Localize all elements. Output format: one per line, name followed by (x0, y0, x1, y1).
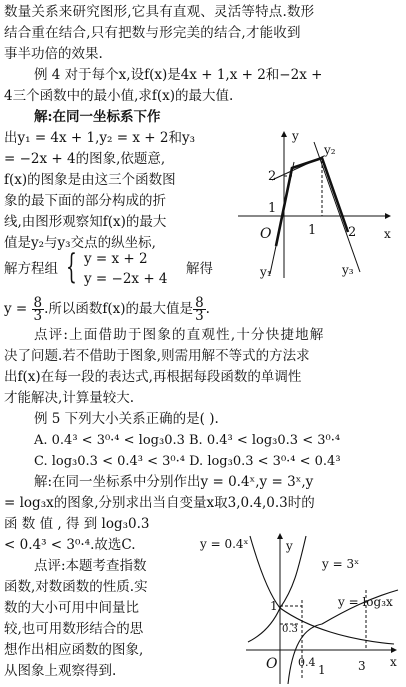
text-line: < 0.4³ < 3⁰·⁴.故选C. (4, 537, 136, 553)
text-line: 值是y₂与y₃交点的纵坐标, (4, 235, 156, 251)
origin-label: O (260, 226, 272, 242)
text-line: 象的最下面的部分构成的折 (4, 193, 166, 209)
text-line: 才能解决,计算量较大. (4, 390, 135, 406)
label-y3: y₃ (342, 263, 354, 277)
label-0.4-pow-x: y = 0.4ˣ (200, 537, 249, 551)
text-line: 较,也可用数形结合的思 (4, 621, 144, 637)
example-4-title: 例 4 对于每个x,设f(x)是4x + 1,x + 2和−2x + (34, 67, 323, 83)
tick-x-04: 0.4 (298, 656, 316, 669)
text-line: 出y₁ = 4x + 1,y₂ = x + 2和y₃ (4, 130, 195, 146)
text-line: 函 数 值 , 得 到 log₃0.3 (4, 516, 150, 532)
x-axis-label: x (384, 227, 391, 241)
text-line: 决了问题.若不借助于图象,则需用解不等式的方法求 (4, 348, 310, 364)
text-line: 函数,对数函数的性质.实 (4, 579, 148, 595)
comment-line: 点评:本题考查指数 (34, 558, 147, 574)
text-line: = log₃x的图象,分别求出当自变量x取3,0.4,0.3时的 (4, 495, 315, 511)
option-line: A. 0.4³ < 3⁰·⁴ < log₃0.3 B. 0.4³ < log₃0.3 < 3⁰·⁴ (34, 433, 341, 448)
fraction: $\frac{8}{3}$ (33, 295, 43, 324)
text-line: 事半功倍的效果. (4, 46, 103, 62)
text-line: 线,由图形观察知f(x)的最大 (4, 214, 167, 230)
label-y1: y₁ (260, 265, 272, 279)
tick-x-1: 1 (308, 223, 317, 238)
comment-line: 点评:上面借助于图象的直观性,十分快捷地解 (34, 327, 325, 343)
tick-y-1: 1 (270, 599, 278, 613)
curve-0.4-pow-x (250, 536, 394, 644)
solution-line: 解:在同一坐标系中分别作出y = 0.4ˣ,y = 3ˣ,y (34, 474, 314, 490)
x-axis-label: x (390, 655, 397, 669)
label-3-pow-x: y = 3ˣ (322, 557, 360, 571)
tick-y-2: 2 (268, 169, 277, 184)
text-line: 数的大小可用中间量比 (4, 600, 139, 616)
tick-03: 0.3 (282, 624, 298, 635)
text-line: 结合重在结合,只有把数与形完美的结合,才能收到 (4, 25, 301, 41)
solution-line: 解:在同一坐标系下作 (34, 109, 161, 125)
equation-2: y = −2x + 4 (84, 271, 168, 287)
figure-piecewise (232, 122, 402, 280)
tick-y-1: 1 (268, 201, 277, 216)
text-line: 想作出相应函数的图象, (4, 642, 144, 658)
text-line: 出f(x)在每一段的表达式,再根据每段函数的单调性 (4, 369, 302, 385)
system-label: 解方程组 (4, 261, 58, 277)
figure-exp-log (198, 528, 404, 686)
tick-x-1: 1 (318, 663, 326, 677)
equation-1: y = x + 2 (84, 251, 148, 267)
y-axis-label: y (292, 129, 299, 143)
text-line: = −2x + 4的图象,依题意, (4, 151, 166, 167)
result-label: 解得 (186, 261, 213, 277)
tick-x-2: 2 (348, 225, 357, 240)
y-axis-label: y (286, 539, 293, 553)
answer-line: y = $\frac{8}{3}$ .所以函数f(x)的最大值是 $\frac{8}{3}$ . (4, 295, 210, 324)
option-line: C. log₃0.3 < 0.4³ < 3⁰·⁴ D. log₃0.3 < 3⁰·⁴ < 0.4³ (34, 454, 341, 469)
origin-label: O (266, 656, 278, 672)
brace-symbol: { (66, 247, 77, 287)
text-line: 从图象上观察得到. (4, 663, 117, 679)
label-log3-x: y = log₃x (338, 595, 393, 609)
line-y3 (314, 142, 360, 272)
label-y2: y₂ (324, 143, 336, 157)
fraction: $\frac{8}{3}$ (195, 295, 204, 324)
text-line: 4三个函数中的最小值,求f(x)的最大值. (4, 88, 234, 104)
text-line: f(x)的图象是由这三个函数图 (4, 172, 176, 188)
example-5-title: 例 5 下列大小关系正确的是( ). (34, 411, 219, 427)
tick-x-3: 3 (358, 659, 366, 673)
text-line: 数量关系来研究图形,它具有直观、灵活等特点.数形 (4, 4, 315, 20)
